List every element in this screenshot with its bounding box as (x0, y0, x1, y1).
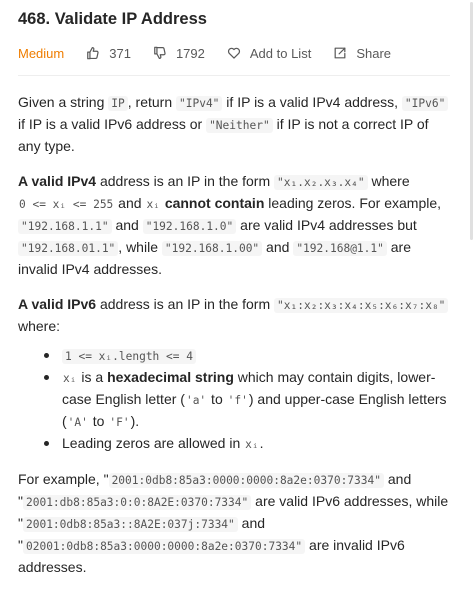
bold-text: A valid IPv4 (18, 173, 97, 189)
dislike-count: 1792 (175, 45, 205, 61)
dislike-button[interactable] (153, 46, 205, 61)
inline-code: "Neither" (206, 118, 273, 133)
text-span: ). (130, 413, 140, 429)
thumbs-up-icon (86, 46, 100, 60)
inline-code: xᵢ (146, 198, 160, 211)
problem-content (18, 92, 450, 578)
inline-code: 'a' (185, 394, 207, 407)
list-item (62, 345, 450, 367)
share-label: Share (356, 45, 392, 61)
inline-code: 'f' (227, 394, 248, 407)
like-count: 371 (109, 45, 131, 61)
text-span: are invalid IPv4 addresses. (18, 239, 411, 277)
text-span: , while (118, 239, 162, 255)
header-divider (18, 75, 450, 76)
inline-code: xᵢ (245, 438, 259, 451)
inline-code: "192.168@1.1" (293, 241, 387, 256)
problem-meta-bar (18, 44, 413, 62)
inline-code: "192.168.01.1" (18, 241, 118, 256)
description-paragraph-1 (18, 92, 450, 157)
text-span: and " (18, 471, 412, 509)
text-span: and " (18, 515, 266, 553)
text-span: Given a string (18, 94, 109, 110)
text-span: to (88, 413, 109, 429)
inline-code: 2001:0db8:85a3:0000:0000:8a2e:0370:7334" (109, 473, 384, 488)
add-to-list-label: Add to List (249, 45, 312, 61)
text-span: which may contain digits, lower-case English letter ( (62, 369, 436, 407)
text-span: if IP is a valid IPv4 address, (222, 94, 402, 110)
inline-code: "192.168.1.0" (143, 219, 237, 234)
inline-code: "x₁:x₂:x₃:x₄:x₅:x₆:x₇:x₈" (274, 298, 448, 313)
ipv4-definition-paragraph (18, 171, 450, 280)
problem-description-panel (18, 0, 450, 595)
inline-code: 'F' (109, 416, 130, 429)
inline-code: xᵢ (63, 372, 77, 385)
text-span: address is an IP in the form (96, 296, 275, 312)
text-span: ) and upper-case English letters ( (62, 391, 447, 429)
text-span: if IP is a valid IPv6 address or (18, 116, 207, 132)
list-item (62, 367, 450, 433)
text-span: Leading zeros are allowed in (62, 435, 245, 451)
add-to-list-button[interactable] (227, 46, 311, 61)
inline-code: "IPv6" (402, 96, 448, 111)
text-span: if IP is not a correct IP of any type. (18, 116, 429, 154)
ipv6-examples-paragraph (18, 469, 450, 578)
thumbs-down-icon (153, 46, 167, 60)
inline-code: 1 <= xᵢ.length <= 4 (62, 349, 196, 364)
inline-code: 'A' (67, 416, 88, 429)
inline-code: "IPv4" (176, 96, 222, 111)
ipv6-definition-paragraph (18, 294, 450, 337)
text-span: and (111, 217, 143, 233)
like-button[interactable] (86, 46, 131, 61)
difficulty-badge: Medium (18, 45, 65, 61)
text-span: where: (18, 318, 61, 334)
inline-code: 2001:0db8:85a3::8A2E:037j:7334" (23, 517, 238, 532)
text-span: are invalid IPv6 addresses. (18, 537, 405, 575)
vertical-scrollbar[interactable] (466, 0, 474, 595)
scrollbar-thumb[interactable] (470, 2, 473, 240)
text-span: where (367, 173, 410, 189)
text-span: is a (77, 369, 108, 385)
text-span: and (114, 195, 146, 211)
text-span: leading zeros. For example, (264, 195, 442, 211)
text-span: to (207, 391, 227, 407)
inline-code: "192.168.1.1" (18, 219, 112, 234)
inline-code: 02001:0db8:85a3:0000:0000:8a2e:0370:7334" (23, 539, 305, 554)
text-span: and (262, 239, 294, 255)
ipv6-rules-list (18, 345, 450, 455)
text-span: are valid IPv6 addresses, while " (18, 493, 449, 531)
inline-code: 2001:db8:85a3:0:0:8A2E:0370:7334" (23, 495, 251, 510)
inline-code: 0 <= xᵢ <= 255 (19, 198, 114, 211)
bold-text: cannot contain (164, 195, 265, 211)
text-span: For example, " (18, 471, 109, 487)
inline-code: "x₁.x₂.x₃.x₄" (274, 175, 368, 190)
text-span: , return (127, 94, 176, 110)
heart-icon (227, 46, 241, 60)
inline-code: IP (108, 96, 127, 111)
share-icon (333, 46, 347, 60)
list-item (62, 433, 450, 455)
inline-code: "192.168.1.00" (162, 241, 262, 256)
share-button[interactable] (333, 46, 391, 61)
bold-text: A valid IPv6 (18, 296, 97, 312)
text-span: . (259, 435, 264, 451)
problem-title: 468. Validate IP Address (18, 10, 207, 28)
bold-text: hexadecimal string (107, 369, 234, 385)
text-span: are valid IPv4 addresses but (236, 217, 417, 233)
text-span: address is an IP in the form (96, 173, 275, 189)
